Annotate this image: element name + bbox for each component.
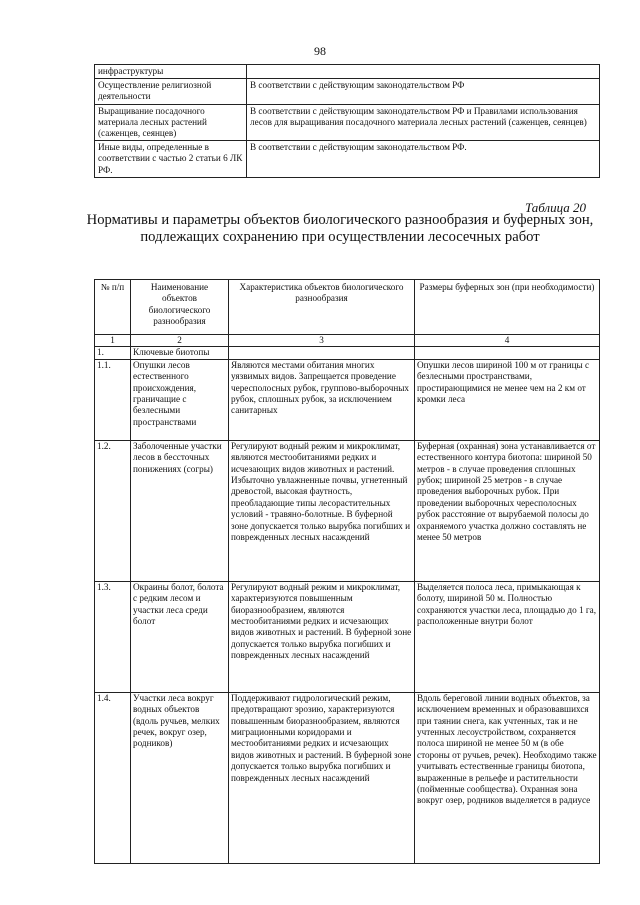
section-row: [95, 347, 600, 359]
requirement-cell: В соответствии с действующим законодательством РФ: [247, 79, 600, 104]
table-title: Нормативы и параметры объектов биологического разнообразия и буферных зон, подлежащих сохранению при осуществлении лесосечных работ: [86, 212, 594, 245]
table-row: [95, 104, 600, 141]
biotope-characteristic: Являются местами обитания многих уязвимых видов. Запрещается проведение чересполосных рубок, группово-выборочных рубок, сплошных рубок, за исключением санитарных: [229, 359, 415, 440]
requirement-cell: В соответствии с действующим законодательством РФ.: [247, 141, 600, 178]
biodiversity-table: [94, 279, 600, 864]
buffer-zone-size: Вдоль береговой линии водных объектов, за исключением временных и образовавшихся при таянии снега, как учтенных, так и не учтенных лесоустройством, сохраняется полоса шириной не менее 50 м (в обе стороны от ручьев, речек). Необходимо также учитывать естественные границы биотопа, выраженные в рельефе и растительности (пойменные сообщества). Охранная зона вокруг озер, родников выделяется в радиусе: [415, 692, 600, 863]
buffer-zone-size: Выделяется полоса леса, примыкающая к болоту, шириной 50 м. Полностью сохраняются участки леса, площадью до 1 га, расположенные внутри болот: [415, 581, 600, 692]
column-number: 1: [95, 335, 131, 347]
buffer-zone-size: Опушки лесов шириной 100 м от границы с безлесными пространствами, простирающимися не менее чем на 2 км от кромки леса: [415, 359, 600, 440]
column-number: 4: [415, 335, 600, 347]
row-number: 1.1.: [95, 359, 131, 440]
requirement-cell: В соответствии с действующим законодательством РФ и Правилами использования лесов для выращивания посадочного материала лесных растений (саженцев, сеянцев): [247, 104, 600, 141]
table-row: [95, 79, 600, 104]
header-buffer: Размеры буферных зон (при необходимости): [415, 280, 600, 335]
biotope-name: Окраины болот, болота с редким лесом и участки леса среди болот: [131, 581, 229, 692]
column-number: 2: [131, 335, 229, 347]
biotope-name: Опушки лесов естественного происхождения, граничащие с безлесными пространствами: [131, 359, 229, 440]
activity-cell: инфраструктуры: [95, 65, 247, 79]
row-number: 1.3.: [95, 581, 131, 692]
activity-cell: Выращивание посадочного материала лесных растений (саженцев, сеянцев): [95, 104, 247, 141]
header-row: [95, 280, 600, 335]
biotope-name: Заболоченные участки лесов в бессточных понижениях (согры): [131, 440, 229, 581]
section-name: Ключевые биотопы: [131, 347, 229, 359]
table-label: Таблица 20: [524, 200, 586, 215]
row-number: 1.4.: [95, 692, 131, 863]
row-number: 1.2.: [95, 440, 131, 581]
table-row: [95, 359, 600, 440]
activity-cell: Иные виды, определенные в соответствии с частью 2 статьи 6 ЛК РФ.: [95, 141, 247, 178]
header-characteristic: Характеристика объектов биологического разнообразия: [229, 280, 415, 335]
biotope-characteristic: Регулируют водный режим и микроклимат, характеризуются повышенным биоразнообразием, являются местообитаниями редких и исчезающих видов животных и растений. В буферной зоне допускается только вырубка погибших и поврежденных лесных насаждений: [229, 581, 415, 692]
page-number: 98: [314, 44, 326, 58]
requirement-cell: [247, 65, 600, 79]
permitted-activities-table: [94, 64, 600, 178]
table-row: [95, 141, 600, 178]
column-number-row: [95, 335, 600, 347]
table-row: [95, 581, 600, 692]
table-row: [95, 65, 600, 79]
biotope-name: Участки леса вокруг водных объектов (вдоль ручьев, мелких речек, вокруг озер, родников): [131, 692, 229, 863]
header-num: № п/п: [95, 280, 131, 335]
biotope-characteristic: Поддерживают гидрологический режим, предотвращают эрозию, характеризуются повышенным биоразнообразием, являются миграционными коридорами и местообитаниями редких и исчезающих видов животных и растений. В буферной зоне допускается только вырубка погибших и поврежденных лесных насаждений: [229, 692, 415, 863]
header-name: Наименование объектов биологического разнообразия: [131, 280, 229, 335]
activity-cell: Осуществление религиозной деятельности: [95, 79, 247, 104]
buffer-zone-size: Буферная (охранная) зона устанавливается от естественного контура биотопа: шириной 50 метров - в случае проведения сплошных рубок; шириной 25 метров - в случае проведения выборочных рубок. При проведении выборочных чересполосных рубок расстояние от вырубаемой полосы до охраняемого участка должно составлять не менее 50 метров: [415, 440, 600, 581]
column-number: 3: [229, 335, 415, 347]
biotope-characteristic: Регулируют водный режим и микроклимат, являются местообитаниями редких и исчезающих видов животных и растений. Избыточно увлажненные почвы, угнетенный древостой, высокая фаутность, преобладающие типы лесорастительных условий - травяно-болотные. В буферной зоне допускается только вырубка погибших и поврежденных лесных насаждений: [229, 440, 415, 581]
table-row: [95, 692, 600, 863]
section-num: 1.: [95, 347, 131, 359]
table-row: [95, 440, 600, 581]
